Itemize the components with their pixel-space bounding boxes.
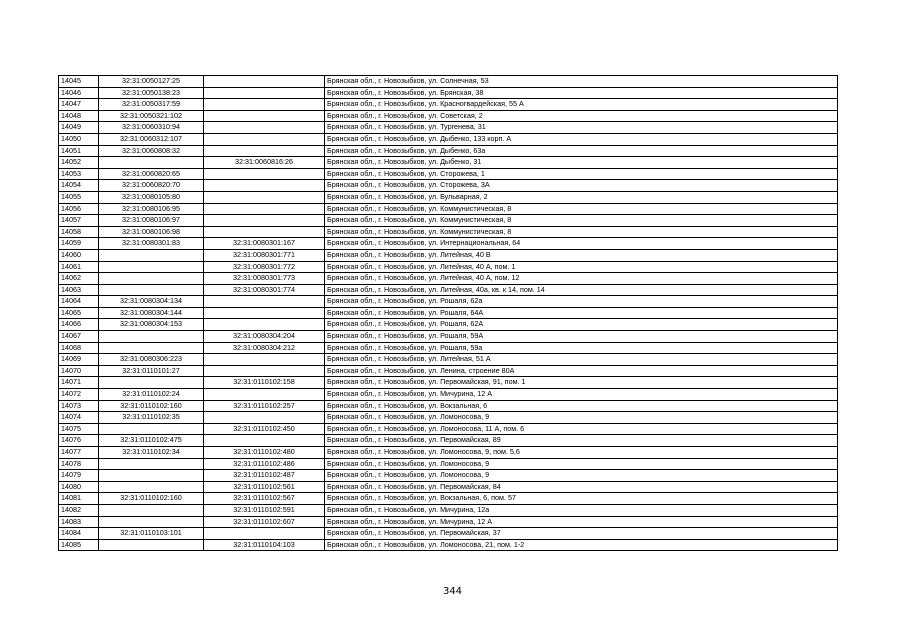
building-cadastral-number-cell	[204, 203, 325, 215]
row-number-cell: 14077	[59, 447, 99, 459]
table-row	[59, 157, 838, 169]
address-cell: Брянская обл., г. Новозыбков, ул. Ломоносова, 9, пом. 5,6	[325, 447, 838, 459]
row-number-cell: 14075	[59, 423, 99, 435]
table-row	[59, 516, 838, 528]
table-row	[59, 87, 838, 99]
address-cell: Брянская обл., г. Новозыбков, ул. Первомайская, 37	[325, 528, 838, 540]
land-cadastral-number-cell	[99, 458, 204, 470]
row-number-cell: 14079	[59, 470, 99, 482]
address-cell: Брянская обл., г. Новозыбков, ул. Солнечная, 53	[325, 76, 838, 88]
land-cadastral-number-cell: 32:31:0080106:98	[99, 226, 204, 238]
table-row	[59, 377, 838, 389]
address-cell: Брянская обл., г. Новозыбков, ул. Первомайская, 89	[325, 435, 838, 447]
table-row	[59, 319, 838, 331]
row-number-cell: 14047	[59, 99, 99, 111]
land-cadastral-number-cell: 32:31:0080106:95	[99, 203, 204, 215]
table-row	[59, 493, 838, 505]
building-cadastral-number-cell	[204, 145, 325, 157]
address-cell: Брянская обл., г. Новозыбков, ул. Мичурина, 12а	[325, 504, 838, 516]
table-row	[59, 307, 838, 319]
table-row	[59, 539, 838, 551]
address-cell: Брянская обл., г. Новозыбков, ул. Интернациональная, 64	[325, 238, 838, 250]
row-number-cell: 14056	[59, 203, 99, 215]
building-cadastral-number-cell	[204, 180, 325, 192]
row-number-cell: 14059	[59, 238, 99, 250]
address-cell: Брянская обл., г. Новозыбков, ул. Тургенева, 31	[325, 122, 838, 134]
address-cell: Брянская обл., г. Новозыбков, ул. Советская, 2	[325, 110, 838, 122]
row-number-cell: 14049	[59, 122, 99, 134]
building-cadastral-number-cell: 32:31:0080301:167	[204, 238, 325, 250]
address-cell: Брянская обл., г. Новозыбков, ул. Коммунистическая, 8	[325, 215, 838, 227]
building-cadastral-number-cell: 32:31:0110102:567	[204, 493, 325, 505]
building-cadastral-number-cell	[204, 87, 325, 99]
address-cell: Брянская обл., г. Новозыбков, ул. Мичурина, 12 А	[325, 389, 838, 401]
land-cadastral-number-cell	[99, 539, 204, 551]
table-row	[59, 226, 838, 238]
address-cell: Брянская обл., г. Новозыбков, ул. Брянская, 38	[325, 87, 838, 99]
land-cadastral-number-cell: 32:31:0110102:35	[99, 412, 204, 424]
building-cadastral-number-cell	[204, 412, 325, 424]
row-number-cell: 14080	[59, 481, 99, 493]
table-row	[59, 423, 838, 435]
land-cadastral-number-cell: 32:31:0060312:107	[99, 133, 204, 145]
address-cell: Брянская обл., г. Новозыбков, ул. Рошаля, 62а	[325, 296, 838, 308]
land-cadastral-number-cell	[99, 504, 204, 516]
land-cadastral-number-cell: 32:31:0050321:102	[99, 110, 204, 122]
row-number-cell: 14081	[59, 493, 99, 505]
address-cell: Брянская обл., г. Новозыбков, ул. Рошаля, 64А	[325, 307, 838, 319]
building-cadastral-number-cell: 32:31:0080301:771	[204, 249, 325, 261]
land-cadastral-number-cell: 32:31:0110102:24	[99, 389, 204, 401]
table-row	[59, 400, 838, 412]
address-cell: Брянская обл., г. Новозыбков, ул. Дыбенко, 63а	[325, 145, 838, 157]
row-number-cell: 14084	[59, 528, 99, 540]
land-cadastral-number-cell	[99, 261, 204, 273]
building-cadastral-number-cell: 32:31:0110102:607	[204, 516, 325, 528]
address-cell: Брянская обл., г. Новозыбков, ул. Красногвардейская, 55 А	[325, 99, 838, 111]
row-number-cell: 14057	[59, 215, 99, 227]
building-cadastral-number-cell	[204, 354, 325, 366]
row-number-cell: 14053	[59, 168, 99, 180]
row-number-cell: 14060	[59, 249, 99, 261]
address-cell: Брянская обл., г. Новозыбков, ул. Коммунистическая, 8	[325, 226, 838, 238]
building-cadastral-number-cell	[204, 122, 325, 134]
address-cell: Брянская обл., г. Новозыбков, ул. Литейная, 40а, кв. к 14, пом. 14	[325, 284, 838, 296]
building-cadastral-number-cell: 32:31:0110102:487	[204, 470, 325, 482]
address-cell: Брянская обл., г. Новозыбков, ул. Коммунистическая, 8	[325, 203, 838, 215]
property-registry-table	[58, 75, 838, 551]
row-number-cell: 14074	[59, 412, 99, 424]
land-cadastral-number-cell	[99, 157, 204, 169]
land-cadastral-number-cell: 32:31:0080304:144	[99, 307, 204, 319]
row-number-cell: 14061	[59, 261, 99, 273]
table-row	[59, 203, 838, 215]
table-row	[59, 365, 838, 377]
table-row	[59, 168, 838, 180]
table-row	[59, 354, 838, 366]
address-cell: Брянская обл., г. Новозыбков, ул. Ломоносова, 21, пом. 1-2	[325, 539, 838, 551]
table-row	[59, 191, 838, 203]
table-row	[59, 99, 838, 111]
address-cell: Брянская обл., г. Новозыбков, ул. Вокзальная, 6	[325, 400, 838, 412]
land-cadastral-number-cell: 32:31:0110102:160	[99, 493, 204, 505]
land-cadastral-number-cell: 32:31:0060310:94	[99, 122, 204, 134]
row-number-cell: 14082	[59, 504, 99, 516]
row-number-cell: 14083	[59, 516, 99, 528]
row-number-cell: 14078	[59, 458, 99, 470]
building-cadastral-number-cell	[204, 191, 325, 203]
land-cadastral-number-cell: 32:31:0080304:153	[99, 319, 204, 331]
building-cadastral-number-cell: 32:31:0110102:591	[204, 504, 325, 516]
table-row	[59, 389, 838, 401]
row-number-cell: 14069	[59, 354, 99, 366]
row-number-cell: 14070	[59, 365, 99, 377]
address-cell: Брянская обл., г. Новозыбков, ул. Ломоносова, 9	[325, 412, 838, 424]
row-number-cell: 14067	[59, 331, 99, 343]
building-cadastral-number-cell: 32:31:0110102:158	[204, 377, 325, 389]
row-number-cell: 14065	[59, 307, 99, 319]
land-cadastral-number-cell: 32:31:0080105:80	[99, 191, 204, 203]
building-cadastral-number-cell	[204, 389, 325, 401]
land-cadastral-number-cell	[99, 331, 204, 343]
row-number-cell: 14068	[59, 342, 99, 354]
land-cadastral-number-cell: 32:31:0110102:475	[99, 435, 204, 447]
table-row	[59, 447, 838, 459]
row-number-cell: 14048	[59, 110, 99, 122]
address-cell: Брянская обл., г. Новозыбков, ул. Бульварная, 2	[325, 191, 838, 203]
building-cadastral-number-cell	[204, 307, 325, 319]
building-cadastral-number-cell	[204, 296, 325, 308]
table-row	[59, 435, 838, 447]
row-number-cell: 14064	[59, 296, 99, 308]
row-number-cell: 14050	[59, 133, 99, 145]
address-cell: Брянская обл., г. Новозыбков, ул. Мичурина, 12 А	[325, 516, 838, 528]
table-row	[59, 122, 838, 134]
land-cadastral-number-cell	[99, 284, 204, 296]
land-cadastral-number-cell	[99, 273, 204, 285]
address-cell: Брянская обл., г. Новозыбков, ул. Вокзальная, 6, пом. 57	[325, 493, 838, 505]
building-cadastral-number-cell: 32:31:0110104:103	[204, 539, 325, 551]
table-row	[59, 470, 838, 482]
row-number-cell: 14054	[59, 180, 99, 192]
building-cadastral-number-cell: 32:31:0110102:257	[204, 400, 325, 412]
building-cadastral-number-cell: 32:31:0110102:486	[204, 458, 325, 470]
table-row	[59, 76, 838, 88]
row-number-cell: 14045	[59, 76, 99, 88]
table-row	[59, 238, 838, 250]
building-cadastral-number-cell: 32:31:0080304:204	[204, 331, 325, 343]
table-row	[59, 215, 838, 227]
table-row	[59, 342, 838, 354]
row-number-cell: 14071	[59, 377, 99, 389]
table-row	[59, 145, 838, 157]
land-cadastral-number-cell: 32:31:0080301:83	[99, 238, 204, 250]
table-row	[59, 481, 838, 493]
row-number-cell: 14063	[59, 284, 99, 296]
land-cadastral-number-cell	[99, 470, 204, 482]
address-cell: Брянская обл., г. Новозыбков, ул. Сторожева, 1	[325, 168, 838, 180]
address-cell: Брянская обл., г. Новозыбков, ул. Литейная, 40 А, пом. 1	[325, 261, 838, 273]
building-cadastral-number-cell: 32:31:0060816:26	[204, 157, 325, 169]
building-cadastral-number-cell: 32:31:0080301:774	[204, 284, 325, 296]
land-cadastral-number-cell: 32:31:0080106:97	[99, 215, 204, 227]
row-number-cell: 14076	[59, 435, 99, 447]
building-cadastral-number-cell	[204, 319, 325, 331]
page-number: 344	[442, 586, 463, 597]
land-cadastral-number-cell: 32:31:0110102:34	[99, 447, 204, 459]
land-cadastral-number-cell: 32:31:0050127:25	[99, 76, 204, 88]
table-row	[59, 284, 838, 296]
address-cell: Брянская обл., г. Новозыбков, ул. Рошаля, 59А	[325, 331, 838, 343]
building-cadastral-number-cell: 32:31:0080301:772	[204, 261, 325, 273]
address-cell: Брянская обл., г. Новозыбков, ул. Дыбенко, 133 корп. А	[325, 133, 838, 145]
land-cadastral-number-cell: 32:31:0110101:27	[99, 365, 204, 377]
address-cell: Брянская обл., г. Новозыбков, ул. Первомайская, 84	[325, 481, 838, 493]
building-cadastral-number-cell: 32:31:0080301:773	[204, 273, 325, 285]
address-cell: Брянская обл., г. Новозыбков, ул. Литейная, 51 А	[325, 354, 838, 366]
land-cadastral-number-cell: 32:31:0050138:23	[99, 87, 204, 99]
row-number-cell: 14066	[59, 319, 99, 331]
land-cadastral-number-cell: 32:31:0080306:223	[99, 354, 204, 366]
address-cell: Брянская обл., г. Новозыбков, ул. Первомайская, 91, пом. 1	[325, 377, 838, 389]
table-row	[59, 180, 838, 192]
table-row	[59, 133, 838, 145]
table-row	[59, 504, 838, 516]
table-row	[59, 249, 838, 261]
land-cadastral-number-cell: 32:31:0080304:134	[99, 296, 204, 308]
table-row	[59, 412, 838, 424]
building-cadastral-number-cell	[204, 133, 325, 145]
building-cadastral-number-cell	[204, 215, 325, 227]
land-cadastral-number-cell	[99, 249, 204, 261]
row-number-cell: 14085	[59, 539, 99, 551]
building-cadastral-number-cell: 32:31:0110102:480	[204, 447, 325, 459]
address-cell: Брянская обл., г. Новозыбков, ул. Рошаля, 62А	[325, 319, 838, 331]
building-cadastral-number-cell	[204, 435, 325, 447]
row-number-cell: 14058	[59, 226, 99, 238]
address-cell: Брянская обл., г. Новозыбков, ул. Ленина, строение 80А	[325, 365, 838, 377]
building-cadastral-number-cell: 32:31:0110102:450	[204, 423, 325, 435]
table-row	[59, 528, 838, 540]
building-cadastral-number-cell: 32:31:0110102:561	[204, 481, 325, 493]
row-number-cell: 14051	[59, 145, 99, 157]
building-cadastral-number-cell	[204, 226, 325, 238]
table-row	[59, 261, 838, 273]
table-row	[59, 296, 838, 308]
building-cadastral-number-cell	[204, 168, 325, 180]
land-cadastral-number-cell: 32:31:0110102:160	[99, 400, 204, 412]
table-row	[59, 273, 838, 285]
land-cadastral-number-cell: 32:31:0060820:70	[99, 180, 204, 192]
row-number-cell: 14046	[59, 87, 99, 99]
registry-table-body	[59, 76, 838, 551]
building-cadastral-number-cell: 32:31:0080304:212	[204, 342, 325, 354]
land-cadastral-number-cell	[99, 342, 204, 354]
row-number-cell: 14072	[59, 389, 99, 401]
building-cadastral-number-cell	[204, 365, 325, 377]
land-cadastral-number-cell: 32:31:0050317:59	[99, 99, 204, 111]
address-cell: Брянская обл., г. Новозыбков, ул. Литейная, 40 В	[325, 249, 838, 261]
building-cadastral-number-cell	[204, 76, 325, 88]
address-cell: Брянская обл., г. Новозыбков, ул. Ломоносова, 11 А, пом. 6	[325, 423, 838, 435]
land-cadastral-number-cell: 32:31:0110103:101	[99, 528, 204, 540]
address-cell: Брянская обл., г. Новозыбков, ул. Литейная, 40 А, пом. 12	[325, 273, 838, 285]
land-cadastral-number-cell	[99, 423, 204, 435]
address-cell: Брянская обл., г. Новозыбков, ул. Сторожева, 3А	[325, 180, 838, 192]
building-cadastral-number-cell	[204, 99, 325, 111]
table-row	[59, 110, 838, 122]
row-number-cell: 14055	[59, 191, 99, 203]
address-cell: Брянская обл., г. Новозыбков, ул. Ломоносова, 9	[325, 470, 838, 482]
building-cadastral-number-cell	[204, 110, 325, 122]
land-cadastral-number-cell: 32:31:0060808:32	[99, 145, 204, 157]
land-cadastral-number-cell	[99, 516, 204, 528]
land-cadastral-number-cell	[99, 377, 204, 389]
address-cell: Брянская обл., г. Новозыбков, ул. Ломоносова, 9	[325, 458, 838, 470]
table-row	[59, 458, 838, 470]
address-cell: Брянская обл., г. Новозыбков, ул. Рошаля, 59а	[325, 342, 838, 354]
row-number-cell: 14062	[59, 273, 99, 285]
address-cell: Брянская обл., г. Новозыбков, ул. Дыбенко, 31	[325, 157, 838, 169]
row-number-cell: 14073	[59, 400, 99, 412]
land-cadastral-number-cell	[99, 481, 204, 493]
building-cadastral-number-cell	[204, 528, 325, 540]
row-number-cell: 14052	[59, 157, 99, 169]
table-row	[59, 331, 838, 343]
land-cadastral-number-cell: 32:31:0060820:65	[99, 168, 204, 180]
